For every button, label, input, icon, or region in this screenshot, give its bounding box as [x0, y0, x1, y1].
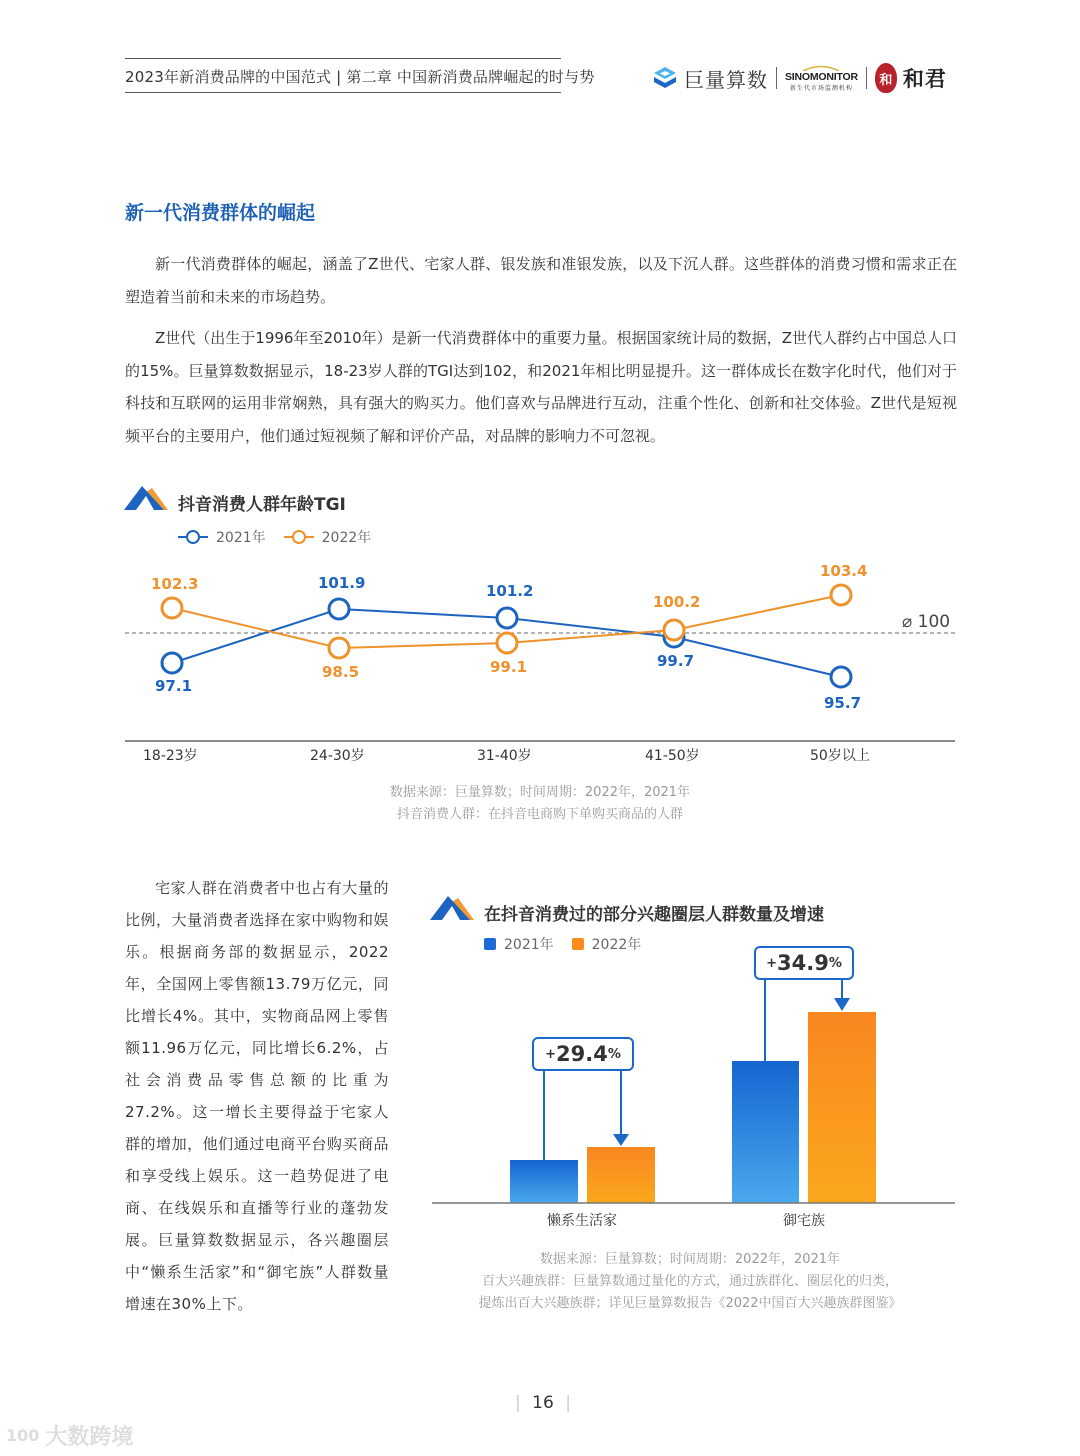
data-label-2021-3: 99.7 [657, 652, 695, 670]
hejun-logo: 和 和君 [875, 63, 947, 93]
x-tick-label: 御宅族 [783, 1213, 825, 1229]
page-number: | 16 | [515, 1393, 571, 1413]
data-label-2021-1: 101.9 [318, 574, 366, 592]
line-chart-caption: 数据来源：巨量算数；时间周期：2022年，2021年 抖音消费人群：在抖音电商购下单购买商品的人群 [389, 785, 691, 822]
bar-chart-title: 在抖音消费过的部分兴趣圈层人群数量及增速 [484, 905, 824, 925]
data-label-2021-2: 101.2 [486, 582, 534, 600]
x-tick-label: 24-30岁 [310, 748, 365, 764]
data-label-2022-4: 103.4 [820, 562, 868, 580]
x-tick-label: 50岁以上 [810, 748, 870, 764]
bar-chart-caption: 数据来源：巨量算数；时间周期：2022年，2021年 百大兴趣族群：巨量算数通过量化的方式，通过族群化、圈层化的归类， 提炼出百大兴趣族群；详见巨量算数报告《2022中国百大兴趣族群图鉴》 [478, 1252, 902, 1311]
watermark-logo-icon: 100 [6, 1426, 40, 1445]
x-tick-label: 18-23岁 [143, 748, 198, 764]
sinomonitor-logo: SINOMONITOR 新生代市场监测机构 [785, 64, 858, 92]
legend-item-2021: 2021年 [484, 934, 554, 954]
reference-line-label: ⌀ 100 [902, 612, 951, 632]
intro-paragraph: 新一代消费群体的崛起，涵盖了Z世代、宅家人群、银发族和准银发族，以及下沉人群。这些群体的消费习惯和需求正在塑造着当前和未来的市场趋势。 [125, 255, 957, 306]
data-label-2022-2: 99.1 [490, 658, 528, 676]
legend-item-2021: 2021年 [178, 527, 266, 547]
header-title: 2023年新消费品牌的中国范式 | 第二章 中国新消费品牌崛起的时与势 [125, 68, 595, 86]
legend-item-2022: 2022年 [284, 527, 372, 547]
juliang-logo: 巨量算数 [652, 64, 768, 93]
section-title: 新一代消费群体的崛起 [125, 202, 316, 224]
data-label-2022-3: 100.2 [653, 593, 701, 611]
data-label-2022-1: 98.5 [322, 663, 360, 681]
gen-z-paragraph: Z世代（出生于1996年至2010年）是新一代消费群体中的重要力量。根据国家统计局的数据，Z世代人群约占中国总人口的15%。巨量算数数据显示，18-23岁人群的TGI达到102，和2021年相比明显提升。这一群体成长在数字化时代，他们对于科技和互联网的运用非常娴熟，具有强大的购买力。他们喜欢与品牌进行互动，注重个性化、创新和社交体验。Z世代是短视频平台的主要用户，他们通过短视频了解和评价产品，对品牌的影响力不可忽视。 [125, 329, 957, 445]
home-stay-paragraph: 宅家人群在消费者中也占有大量的比例，大量消费者选择在家中购物和娱乐。根据商务部的数据显示，2022年，全国网上零售额13.79万亿元，同比增长4%。其中，实物商品网上零售额11.96万亿元，同比增长6.2%，占社会消费品零售总额的比重为27.2%。这一增长主要得益于宅家人群的增加，他们通过电商平台购买商品和享受线上娱乐。这一趋势促进了电商、在线娱乐和直播等行业的蓬勃发展。巨量算数数据显示，各兴趣圈层中“懒系生活家”和“御宅族”人群数量增速在30%上下。 [125, 879, 389, 1313]
legend-item-2022: 2022年 [572, 934, 642, 954]
watermark: 100 大数跨境 [6, 1425, 134, 1450]
hejun-seal-icon: 和 [875, 63, 897, 93]
x-tick-label: 41-50岁 [645, 748, 700, 764]
growth-badge-otaku: + 34.9 % [754, 946, 854, 980]
data-label-2021-0: 97.1 [155, 677, 193, 695]
growth-badge-lazy: + 29.4 % [532, 1037, 634, 1071]
x-tick-label: 31-40岁 [477, 748, 532, 764]
x-tick-label: 懒系生活家 [547, 1213, 617, 1229]
data-label-2021-4: 95.7 [824, 694, 862, 712]
data-label-2022-0: 102.3 [151, 575, 199, 593]
line-chart-title: 抖音消费人群年龄TGI [178, 495, 346, 515]
